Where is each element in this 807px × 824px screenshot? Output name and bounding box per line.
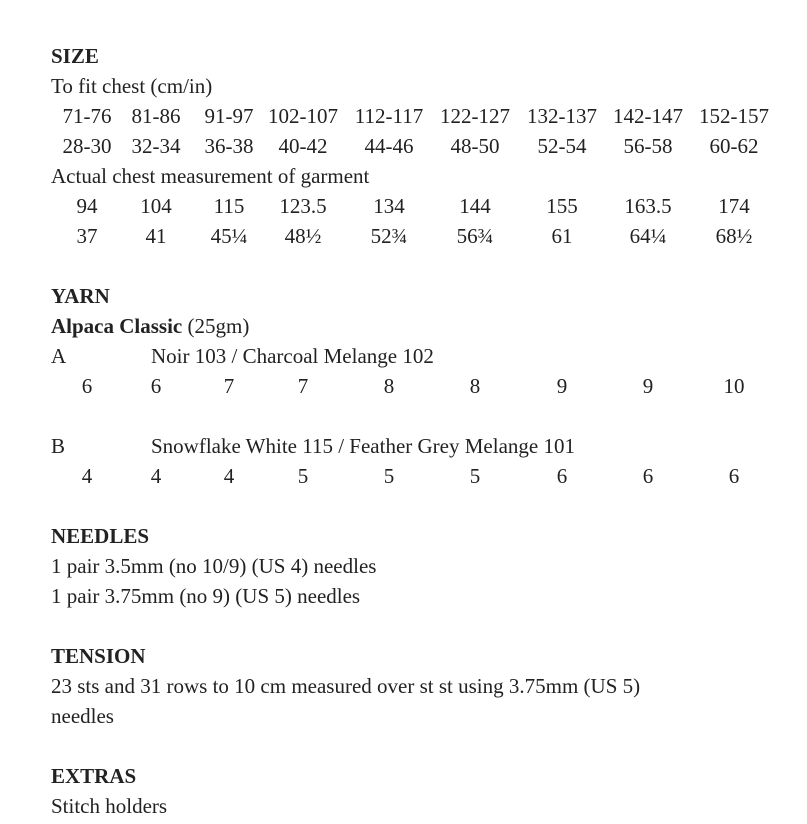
yarn-b-count: 4 <box>223 464 235 488</box>
fit-in-cell: 48-50 <box>450 134 500 158</box>
fit-in-cell: 36-38 <box>204 134 254 158</box>
actual-in-cell: 45¼ <box>210 224 248 248</box>
fit-cm-cell: 102-107 <box>268 104 338 128</box>
fit-cm-cell: 132-137 <box>527 104 597 128</box>
actual-cm-cell: 123.5 <box>279 194 327 218</box>
actual-in-cell: 64¼ <box>629 224 667 248</box>
pattern-info <box>51 41 781 821</box>
tension-section <box>51 641 781 731</box>
size-section <box>51 41 781 251</box>
fit-in-cell: 40-42 <box>278 134 328 158</box>
fit-in-cell: 52-54 <box>537 134 587 158</box>
tension-heading: TENSION <box>51 644 146 668</box>
actual-cm-row <box>51 191 781 221</box>
yarn-b-count: 5 <box>297 464 309 488</box>
yarn-a-count: 6 <box>81 374 93 398</box>
fit-cm-cell: 71-76 <box>62 104 112 128</box>
fit-cm-cell: 91-97 <box>204 104 254 128</box>
yarn-b-count: 4 <box>81 464 93 488</box>
yarn-a-count: 8 <box>383 374 395 398</box>
fit-in-cell: 28-30 <box>62 134 112 158</box>
actual-in-cell: 41 <box>145 224 167 248</box>
tension-line: 23 sts and 31 rows to 10 cm measured over st st using 3.75mm (US 5) <box>51 674 641 698</box>
yarn-b-count: 6 <box>642 464 654 488</box>
fit-in-cell: 44-46 <box>364 134 414 158</box>
size-heading: SIZE <box>51 44 99 68</box>
actual-cm-cell: 155 <box>546 194 578 218</box>
fit-in-row <box>51 131 781 161</box>
actual-in-row <box>51 221 781 251</box>
actual-in-cell: 48½ <box>284 224 322 248</box>
needles-line: 1 pair 3.75mm (no 9) (US 5) needles <box>51 584 361 608</box>
yarn-a-row <box>51 341 781 371</box>
yarn-a-count: 8 <box>469 374 481 398</box>
needles-line: 1 pair 3.5mm (no 10/9) (US 4) needles <box>51 554 377 578</box>
extras-line: Stitch holders <box>51 794 168 818</box>
fit-in-cell: 32-34 <box>131 134 181 158</box>
yarn-b-letter: B <box>51 434 66 458</box>
yarn-weight: (25gm) <box>187 314 250 338</box>
actual-cm-cell: 115 <box>213 194 245 218</box>
needles-section <box>51 521 781 611</box>
yarn-b-count: 6 <box>556 464 568 488</box>
yarn-heading: YARN <box>51 284 110 308</box>
extras-heading: EXTRAS <box>51 764 137 788</box>
fit-in-cell: 60-62 <box>709 134 759 158</box>
yarn-a-count: 9 <box>642 374 654 398</box>
fit-cm-cell: 122-127 <box>440 104 510 128</box>
actual-in-cell: 37 <box>76 224 98 248</box>
yarn-name: Alpaca Classic <box>51 314 183 338</box>
yarn-a-count: 9 <box>556 374 568 398</box>
yarn-b-count: 6 <box>728 464 740 488</box>
yarn-a-count: 10 <box>723 374 745 398</box>
actual-cm-cell: 174 <box>718 194 750 218</box>
yarn-a-count: 6 <box>150 374 162 398</box>
yarn-name-line <box>51 311 781 341</box>
fit-chest-label: To fit chest (cm/in) <box>51 74 213 98</box>
yarn-a-count: 7 <box>297 374 309 398</box>
yarn-a-letter: A <box>51 344 67 368</box>
actual-cm-cell: 134 <box>373 194 405 218</box>
yarn-b-row <box>51 431 781 461</box>
actual-cm-cell: 163.5 <box>624 194 672 218</box>
yarn-section <box>51 281 781 491</box>
actual-in-cell: 52¾ <box>370 224 408 248</box>
yarn-a-counts <box>51 371 781 401</box>
fit-cm-cell: 81-86 <box>131 104 181 128</box>
fit-cm-row <box>51 101 781 131</box>
actual-in-cell: 68½ <box>715 224 753 248</box>
yarn-a-count: 7 <box>223 374 235 398</box>
actual-in-cell: 61 <box>551 224 573 248</box>
actual-in-cell: 56¾ <box>456 224 494 248</box>
yarn-a-colors: Noir 103 / Charcoal Melange 102 <box>151 344 434 368</box>
actual-cm-cell: 94 <box>76 194 98 218</box>
fit-cm-cell: 142-147 <box>613 104 683 128</box>
actual-cm-cell: 144 <box>459 194 491 218</box>
yarn-b-colors: Snowflake White 115 / Feather Grey Melange 101 <box>151 434 575 458</box>
tension-line: needles <box>51 704 114 728</box>
actual-cm-cell: 104 <box>140 194 172 218</box>
actual-chest-label: Actual chest measurement of garment <box>51 164 370 188</box>
yarn-b-count: 5 <box>469 464 481 488</box>
fit-cm-cell: 152-157 <box>699 104 769 128</box>
extras-section <box>51 761 781 821</box>
needles-heading: NEEDLES <box>51 524 150 548</box>
yarn-b-counts <box>51 461 781 491</box>
fit-cm-cell: 112-117 <box>354 104 424 128</box>
yarn-b-count: 4 <box>150 464 162 488</box>
fit-in-cell: 56-58 <box>623 134 673 158</box>
yarn-b-count: 5 <box>383 464 395 488</box>
